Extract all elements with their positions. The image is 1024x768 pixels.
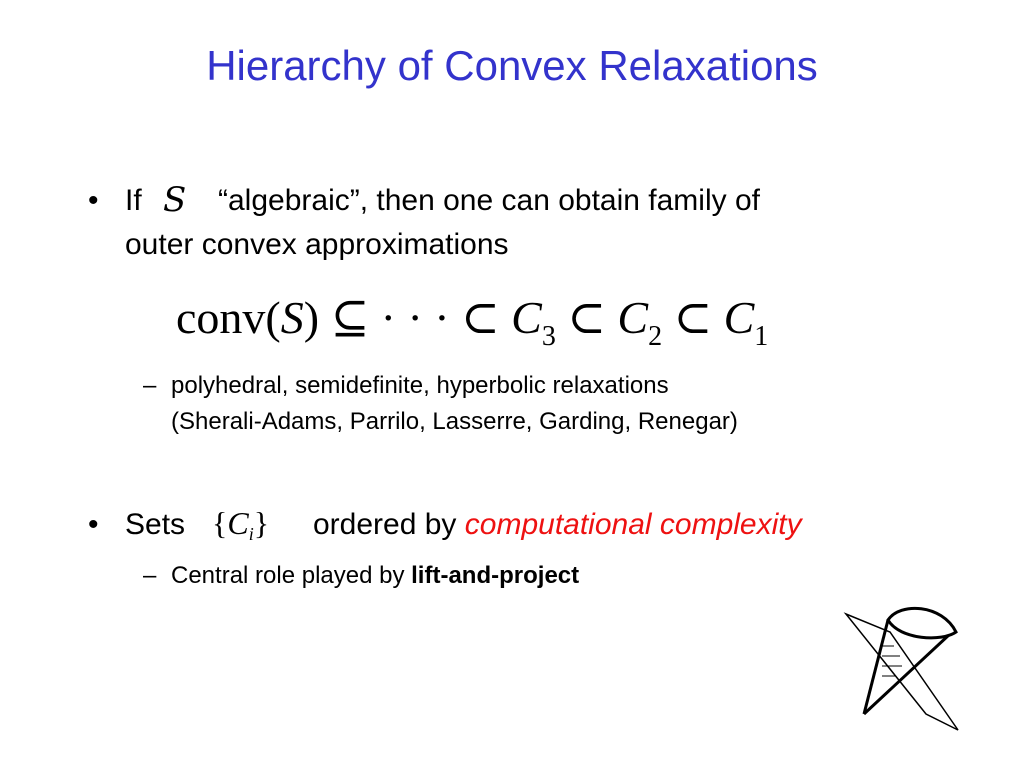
cone-rim [888,608,956,638]
sub2-text: Central role played by [171,562,405,589]
slide-title: Hierarchy of Convex Relaxations [206,42,818,89]
formula-conv: conv [176,292,266,343]
formula-subset-a: ⊂ [461,292,500,343]
formula-subseteq: ⊆ [330,292,370,343]
cone-projection-figure [830,590,970,750]
bullet-dot-icon: • [88,508,99,541]
formula-subset-c: ⊂ [673,292,713,343]
sub2-bold: lift-and-project [411,562,580,589]
sub1-line2: (Sherali-Adams, Parrilo, Lasserre, Garding, Renegar) [171,408,738,435]
bullet1-suffix: “algebraic”, then one can obtain family of [218,184,760,217]
set-ci-expression: $\{C_i\}$ [212,505,270,544]
cone-right-edge [864,634,950,714]
sub2-dash: – [143,562,157,589]
bullet2-middle: ordered by [313,508,457,541]
formula-dots: · · · [380,292,450,343]
formula-c3: $C_3$ [511,292,556,352]
bullet1-line2: outer convex approximations [125,228,509,261]
formula-c2: $C_2$ [617,292,663,352]
formula-c1: $C_1$ [723,292,769,352]
cone-left-edge [864,620,888,714]
set-s-symbol: S [163,180,187,220]
convex-hierarchy-formula: conv(S) ⊆ · · · ⊂ $C_3$ ⊂ $C_2$ ⊂ $C_1$ [176,292,769,352]
sub1-line1: polyhedral, semidefinite, hyperbolic relaxations [171,372,669,399]
bullet2-text [313,508,802,542]
sub1-dash: – [143,372,157,399]
sub2-line [171,562,579,590]
formula-set-s: S [280,292,304,343]
bullet-dot-icon: • [88,184,99,217]
bullet2-prefix: Sets [125,508,186,541]
formula-subset-b: ⊂ [567,292,606,343]
bullet2-highlight: computational complexity [464,508,802,541]
bullet1-prefix: If [125,184,142,217]
